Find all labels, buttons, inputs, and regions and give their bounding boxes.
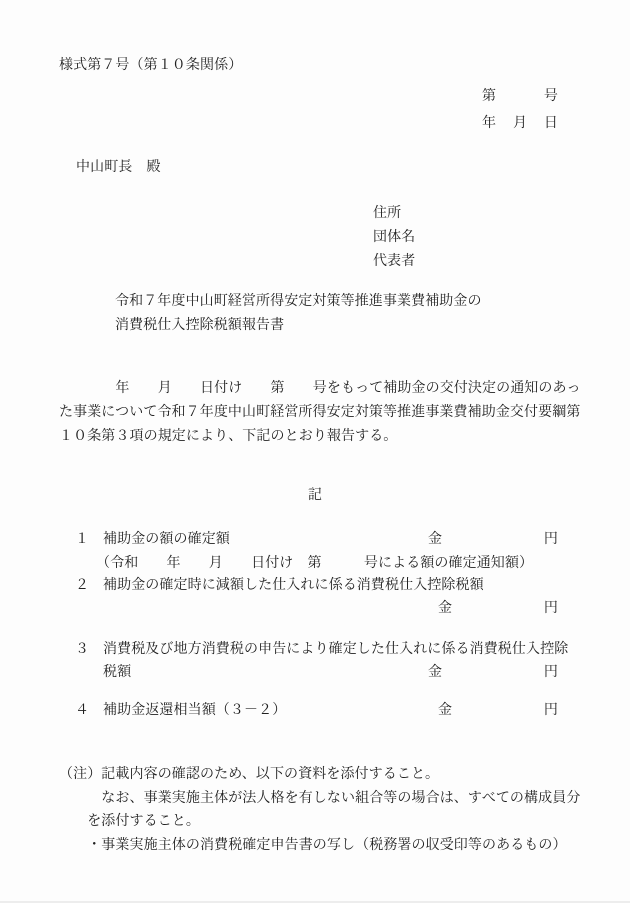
item-2-amount <box>438 597 558 617</box>
body-line1: 年 月 日付け 第 号をもって補助金の交付決定の通知のあっ <box>59 381 581 396</box>
notes-line-2: なお、事業実施主体が法人格を有しない組合等の場合は、すべての構成員分 <box>59 790 581 806</box>
item-1-number: １ <box>75 532 90 547</box>
item-4-amount-prefix: 金 <box>438 703 453 718</box>
item-4-label: 補助金返還相当額（３－２） <box>103 703 287 718</box>
item-1-amount-unit: 円 <box>543 532 558 547</box>
item-2-amount-unit: 円 <box>543 601 558 616</box>
notes-block <box>59 763 580 857</box>
item-3-row <box>0 638 630 658</box>
item-1-row <box>0 528 630 548</box>
sender-address-label: 住所 <box>373 206 402 221</box>
item-3-amount-row <box>0 661 630 681</box>
item-1-amount <box>428 528 558 548</box>
body-paragraph <box>59 377 581 449</box>
date-day-label: 日 <box>543 116 558 131</box>
item-3-amount-prefix: 金 <box>428 665 443 680</box>
document-title-line1: 令和７年度中山町経営所得安定対策等推進事業費補助金の <box>115 294 482 309</box>
item-2-amount-prefix: 金 <box>438 601 453 616</box>
sender-block <box>373 202 415 274</box>
item-2-row <box>0 574 630 594</box>
sender-organization-label: 団体名 <box>373 230 416 245</box>
document-title-line2: 消費税仕入控除税額報告書 <box>115 318 285 333</box>
item-4-number: ４ <box>75 703 90 718</box>
body-line3: １０条第３項の規定により、下記のとおり報告する。 <box>59 429 398 444</box>
date-year-label: 年 <box>482 116 497 131</box>
record-marker: 記 <box>307 488 323 503</box>
item-2-label: 補助金の確定時に減額した仕入れに係る消費税仕入控除税額 <box>103 578 484 593</box>
item-4-row <box>0 699 630 719</box>
item-3-label-line1: 消費税及び地方消費税の申告により確定した仕入れに係る消費税仕入控除 <box>103 642 569 657</box>
item-1-note: （令和 年 月 日付け 第 号による額の確定通知額） <box>96 556 534 571</box>
form-number: 様式第７号（第１０条関係） <box>59 58 243 73</box>
doc-number-prefix: 第 <box>482 89 497 104</box>
document-title <box>115 290 482 338</box>
notes-line-1: （注）記載内容の確認のため、以下の資料を添付すること。 <box>59 767 440 782</box>
item-3-number: ３ <box>75 642 90 657</box>
doc-number-suffix: 号 <box>543 89 558 104</box>
item-3-label-line2: 税額 <box>103 665 132 680</box>
item-3-amount <box>428 661 558 681</box>
item-1-amount-prefix: 金 <box>428 532 443 547</box>
doc-number-line <box>482 85 558 105</box>
sender-representative-label: 代表者 <box>373 254 416 269</box>
issue-date-line <box>482 112 558 132</box>
item-4-amount-unit: 円 <box>543 703 558 718</box>
item-4-amount <box>438 699 558 719</box>
date-month-label: 月 <box>512 116 528 131</box>
item-3-amount-unit: 円 <box>543 665 558 680</box>
item-2-amount-row <box>0 597 630 617</box>
item-2-number: ２ <box>75 578 90 593</box>
notes-line-4: ・事業実施主体の消費税確定申告書の写し（税務署の収受印等のあるもの） <box>59 837 567 853</box>
item-1-label: 補助金の額の確定額 <box>103 532 230 547</box>
body-line2: た事業について令和７年度中山町経営所得安定対策等推進事業費補助金交付要綱第 <box>59 405 581 420</box>
notes-line-3: を添付すること。 <box>59 814 200 829</box>
addressee: 中山町長 殿 <box>76 160 161 175</box>
